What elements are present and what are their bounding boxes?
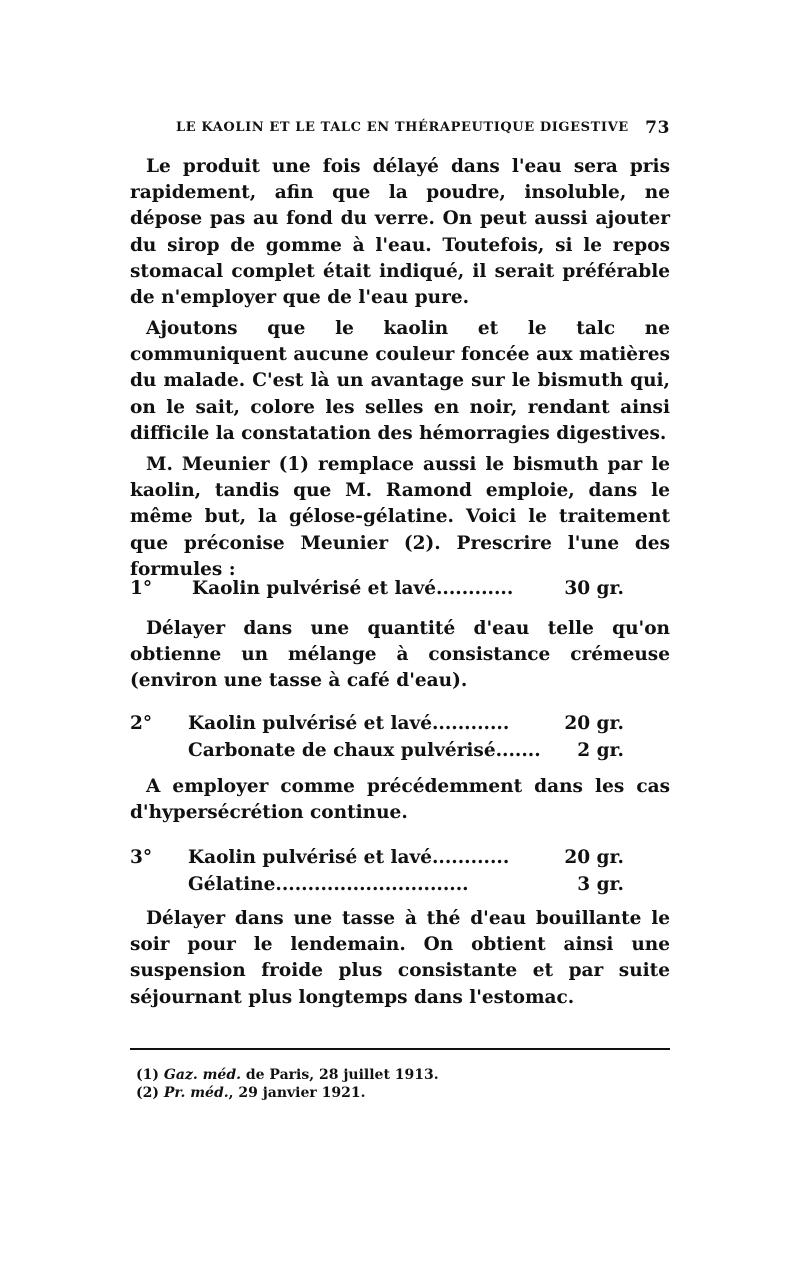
footnote-reference: de Paris, 28 juillet 1913. <box>245 1067 439 1083</box>
paragraph-formula-3-instructions: Délayer dans une tasse à thé d'eau bouillante le soir pour le lendemain. On obtient ainsi une suspension froide plus consistante et par suite séjournant plus longtemps dans l'estomac. <box>130 908 670 1008</box>
formula-ingredient: Kaolin pulvérisé et lavé............ <box>192 578 514 599</box>
paragraph-dilution: Le produit une fois délayé dans l'eau sera pris rapidement, afin que la poudre, insoluble, ne dépose pas au fond du verre. On peut aussi ajouter du sirop de gomme à l'eau. Toutefois, si le repos stomacal complet était indiqué, il serait préférable de n'employer que de l'eau pure. <box>130 156 670 309</box>
page-number: 73 <box>645 118 670 138</box>
paragraph-meunier: M. Meunier (1) remplace aussi le bismuth par le kaolin, tandis que M. Ramond emploie, dans le même but, la gélose-gélatine. Voici le traitement que préconise Meunier (2). Prescrire l'une des formules : <box>130 454 670 580</box>
formula-ingredient: Carbonate de chaux pulvérisé....... <box>188 740 541 761</box>
formula-ingredient: Kaolin pulvérisé et lavé............ <box>188 847 510 868</box>
footnote-reference: , 29 janvier 1921. <box>228 1085 366 1101</box>
footnote-journal: Pr. méd. <box>163 1085 229 1101</box>
formula-quantity: 3 gr. <box>577 874 624 895</box>
footnote-journal: Gaz. méd. <box>163 1067 241 1083</box>
footnote-divider <box>130 1048 670 1050</box>
formula-ingredient: Kaolin pulvérisé et lavé............ <box>188 713 510 734</box>
footnote-marker: (1) <box>136 1067 159 1083</box>
formula-2 <box>130 710 670 738</box>
footnote-marker: (2) <box>136 1085 159 1101</box>
formula-3 <box>130 844 670 872</box>
formula-quantity: 20 gr. <box>564 847 624 868</box>
footnote-1 <box>136 1066 636 1084</box>
formula-number: 2° <box>130 713 153 734</box>
formula-quantity: 2 gr. <box>577 740 624 761</box>
footnote-2 <box>136 1084 636 1102</box>
formula-3-line-2 <box>130 871 670 899</box>
formula-ingredient: Gélatine.............................. <box>188 874 469 895</box>
formula-quantity: 20 gr. <box>564 713 624 734</box>
formula-quantity: 30 gr. <box>564 578 624 599</box>
formula-number: 1° <box>130 578 153 599</box>
formula-2-line-2 <box>130 737 670 765</box>
page-header <box>176 118 670 140</box>
paragraph-formula-2-instructions: A employer comme précédemment dans les cas d'hypersécrétion continue. <box>130 776 670 824</box>
paragraph-color: Ajoutons que le kaolin et le talc ne communiquent aucune couleur foncée aux matières du malade. C'est là un avantage sur le bismuth qui, on le sait, colore les selles en noir, rendant ainsi difficile la constatation des hémorragies digestives. <box>130 318 670 444</box>
running-title: LE KAOLIN ET LE TALC EN THÉRAPEUTIQUE DIGESTIVE <box>176 120 629 135</box>
formula-1 <box>130 575 670 603</box>
paragraph-formula-1-instructions: Délayer dans une quantité d'eau telle qu'on obtienne un mélange à consistance crémeuse (environ une tasse à café d'eau). <box>130 618 670 692</box>
formula-number: 3° <box>130 847 153 868</box>
